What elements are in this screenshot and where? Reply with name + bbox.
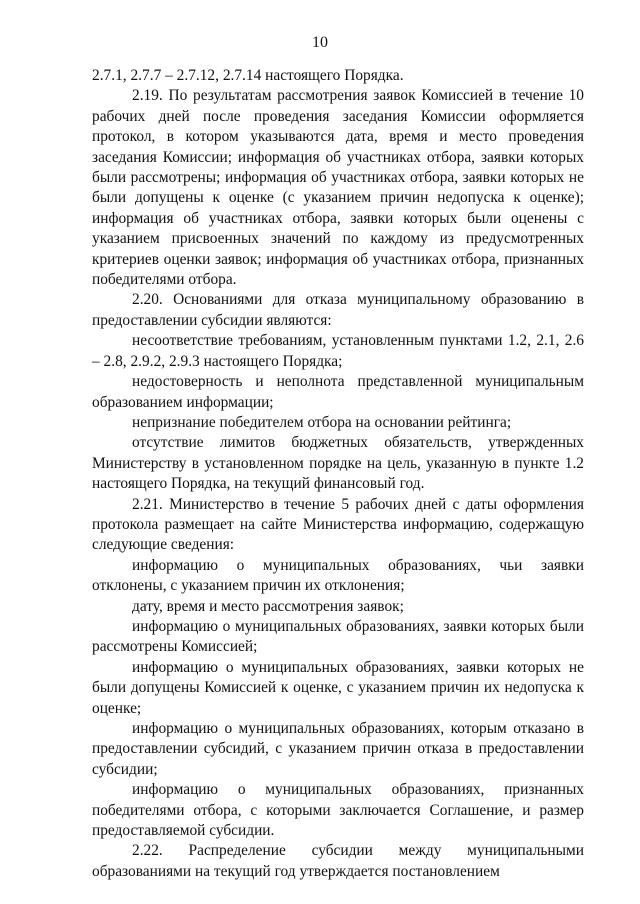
list-item-winners-info: информацию о муниципальных образованиях, признанных победителями отбора, с которыми заключается Соглашение, и размер предоставляемой субсидии. — [92, 781, 584, 840]
paragraph-2-20: 2.20. Основаниями для отказа муниципальному образованию в предоставлении субсидии являются: — [92, 291, 584, 329]
list-item-refused-info: информацию о муниципальных образованиях, которым отказано в предоставлении субсидий, с указанием причин отказа в предоставлении субсидии; — [92, 720, 584, 778]
paragraph-2-22: 2.22. Распределение субсидии между муниципальными образованиями на текущий год утверждается постановлением — [92, 842, 584, 880]
list-item-not-winner: непризнание победителем отбора на основании рейтинга; — [132, 413, 512, 431]
paragraph-2-19: 2.19. По результатам рассмотрения заявок Комиссией в течение 10 рабочих дней после проведения заседания Комиссии оформляется протокол, в котором указываются дата, время и место проведения заседания Комиссии; информация об участниках отбора, заявки которых были рассмотрены; информация об участниках отбора, заявки которых не были допущены к оценке (с указанием причин недопуска к оценке); информация об участниках отбора, заявки которых были оценены с указанием присвоенных значений по каждому из предусмотренных критериев оценки заявок; информация об участниках отбора, признанных победителями отбора. — [92, 87, 584, 289]
list-item-inaccuracy: недостоверность и неполнота представленной муниципальным образованием информации; — [92, 373, 584, 411]
list-item-date-time-place: дату, время и место рассмотрения заявок; — [132, 597, 404, 615]
list-item-reviewed-info: информацию о муниципальных образованиях, заявки которых были рассмотрены Комиссией; — [92, 617, 584, 656]
list-item-no-limits: отсутствие лимитов бюджетных обязательств, утвержденных Министерству в установленном порядке на цель, указанную в пункте 1.2 настоящего Порядка, на текущий финансовый год. — [92, 434, 584, 493]
list-item-rejected-info: информацию о муниципальных образованиях, чьи заявки отклонены, с указанием причин их отклонения; — [92, 556, 584, 595]
paragraph-continuation: 2.7.1, 2.7.7 – 2.7.12, 2.7.14 настоящего Порядка. — [92, 67, 404, 84]
list-item-noncompliance: несоответствие требованиям, установленным пунктами 1.2, 2.1, 2.6 – 2.8, 2.9.2, 2.9.3 настоящего Порядка; — [92, 332, 584, 370]
document-body — [92, 66, 584, 882]
page-number: 10 — [312, 34, 328, 51]
paragraph-2-21: 2.21. Министерство в течение 5 рабочих дней с даты оформления протокола размещает на сайте Министерства информацию, содержащую следующие сведения: — [92, 495, 584, 554]
list-item-not-admitted-info: информацию о муниципальных образованиях, заявки которых не были допущены Комиссией к оценке, с указанием причин их недопуска к оценке; — [92, 658, 584, 717]
